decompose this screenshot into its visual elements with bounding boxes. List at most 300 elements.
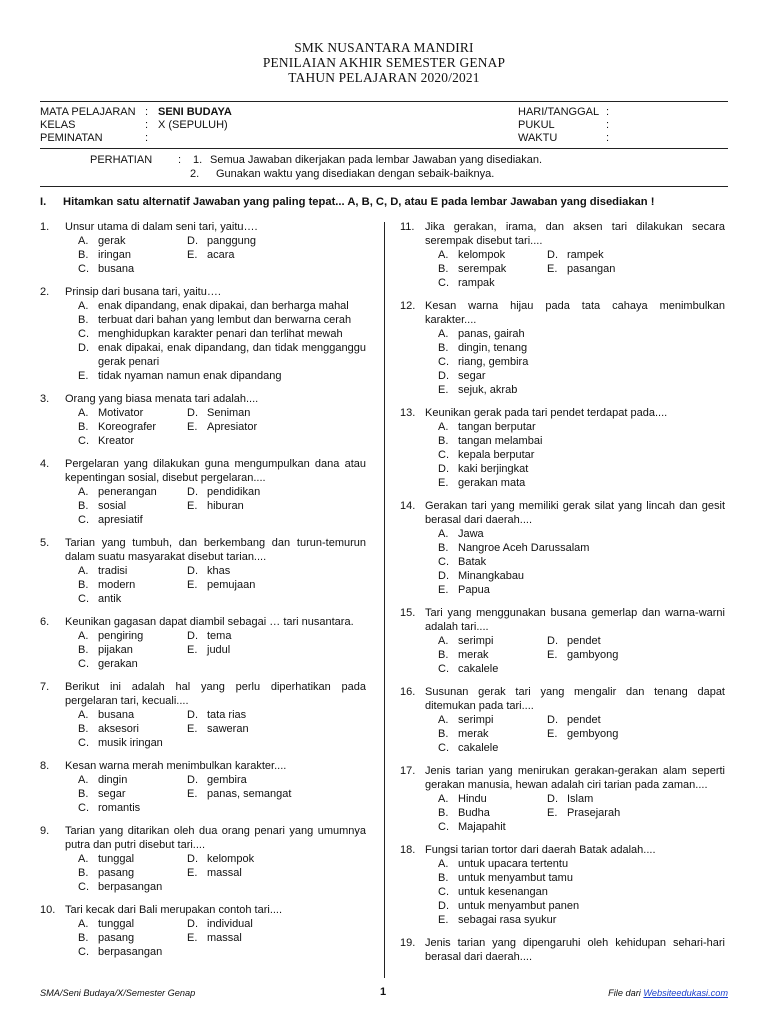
option-letter: B. [438, 542, 449, 554]
option-letter: C. [78, 737, 89, 749]
question-item [40, 457, 366, 527]
question-number: 12. [400, 300, 416, 312]
answer-option[interactable] [547, 792, 697, 806]
option-letter: C. [438, 663, 449, 675]
option-letter: E. [187, 644, 198, 656]
question-stem [40, 824, 366, 852]
option-letter: A. [78, 918, 89, 930]
question-stem [40, 392, 366, 406]
option-text: cakalele [458, 742, 499, 754]
option-text: pasangan [567, 263, 616, 275]
option-letter: A. [78, 709, 89, 721]
option-text: gerak [98, 235, 126, 247]
answer-option[interactable] [40, 248, 187, 262]
option-text: kelompok [458, 249, 506, 261]
option-letter: C. [438, 556, 449, 568]
question-text: Keunikan gerak pada tari pendet terdapat pada.... [425, 407, 668, 419]
option-text: Batak [458, 556, 487, 568]
answer-option[interactable] [400, 448, 725, 462]
answer-option[interactable] [40, 369, 366, 383]
answer-option[interactable] [400, 327, 725, 341]
option-letter: C. [438, 356, 449, 368]
question-number: 5. [40, 537, 50, 549]
answer-option[interactable] [547, 806, 697, 820]
school-name: SMK NUSANTARA MANDIRI [294, 40, 474, 55]
answer-option[interactable] [40, 773, 187, 787]
option-text: berpasangan [98, 946, 163, 958]
option-letter: A. [78, 774, 89, 786]
header-rule [40, 101, 728, 102]
question-stem [400, 606, 725, 634]
option-text: segar [98, 788, 126, 800]
answer-option[interactable] [40, 485, 187, 499]
answer-option[interactable] [40, 880, 187, 894]
option-letter: B. [438, 342, 449, 354]
option-letter: A. [78, 486, 89, 498]
option-text: massal [207, 932, 242, 944]
answer-option[interactable] [400, 792, 547, 806]
info-row-subject [40, 106, 728, 119]
answer-option[interactable] [547, 727, 697, 741]
answer-option[interactable] [400, 341, 725, 355]
option-text: saweran [207, 723, 249, 735]
question-stem [40, 903, 366, 917]
question-item [400, 499, 725, 597]
option-text: pendet [567, 635, 601, 647]
option-letter: B. [78, 249, 89, 261]
option-text: sebagai rasa syukur [458, 914, 557, 926]
option-letter: D. [438, 370, 449, 382]
answer-option[interactable] [400, 541, 725, 555]
question-text: Keunikan gagasan dapat diambil sebagai … tari nusantara. [65, 616, 354, 628]
note-text: Semua Jawaban dikerjakan pada lembar Jawaban yang disediakan. [210, 154, 543, 166]
option-letter: C. [78, 658, 89, 670]
question-item [40, 824, 366, 894]
answer-option[interactable] [400, 913, 725, 927]
answer-option[interactable] [187, 499, 337, 513]
option-letter: E. [187, 249, 198, 261]
exam-header [0, 40, 768, 85]
answer-option[interactable] [40, 406, 187, 420]
note-number: 2. [190, 168, 200, 180]
option-text: untuk kesenangan [458, 886, 548, 898]
option-letter: E. [547, 263, 558, 275]
info-label-date: HARI/TANGGAL [518, 106, 600, 118]
option-letter: C. [78, 802, 89, 814]
option-text: gerakan mata [458, 477, 526, 489]
answer-option[interactable] [40, 722, 187, 736]
answer-option[interactable] [547, 713, 697, 727]
answer-options [40, 406, 366, 448]
option-letter: E. [187, 867, 198, 879]
option-text: massal [207, 867, 242, 879]
option-text: musik iringan [98, 737, 163, 749]
answer-option[interactable] [400, 555, 725, 569]
answer-option[interactable] [40, 629, 187, 643]
option-text: kelompok [207, 853, 255, 865]
option-letter: B. [78, 867, 89, 879]
section-number: I. [40, 196, 47, 208]
option-letter: A. [78, 235, 89, 247]
question-text: Berikut ini adalah hal yang perlu diperhatikan pada pergelaran tari, kecuali.... [65, 681, 366, 707]
option-text: tradisi [98, 565, 128, 577]
info-rule [40, 148, 728, 149]
info-value-subject: SENI BUDAYA [158, 106, 232, 118]
answer-option[interactable] [40, 564, 187, 578]
option-letter: C. [438, 742, 449, 754]
option-text: modern [98, 579, 136, 591]
question-number: 14. [400, 500, 416, 512]
notes-rule [40, 186, 728, 187]
question-number: 17. [400, 765, 416, 777]
option-text: Apresiator [207, 421, 258, 433]
info-label: KELAS [40, 119, 76, 131]
note-text: Gunakan waktu yang disediakan dengan sebaik-baiknya. [216, 168, 495, 180]
section-instruction [40, 195, 740, 209]
answer-option[interactable] [187, 917, 337, 931]
option-text: pemujaan [207, 579, 256, 591]
answer-option[interactable] [187, 248, 337, 262]
option-letter: C. [438, 277, 449, 289]
answer-option[interactable] [187, 722, 337, 736]
option-text: gerakan [98, 658, 138, 670]
answer-option[interactable] [40, 736, 187, 750]
option-letter: C. [78, 435, 89, 447]
question-item [40, 903, 366, 959]
option-letter: D. [547, 635, 558, 647]
answer-option[interactable] [187, 485, 337, 499]
answer-options [400, 713, 725, 755]
option-text: pasang [98, 867, 135, 879]
answer-option[interactable] [187, 406, 337, 420]
option-text: pendidikan [207, 486, 261, 498]
answer-option[interactable] [40, 801, 187, 815]
info-label: MATA PELAJARAN [40, 106, 136, 118]
answer-option[interactable] [400, 648, 547, 662]
option-letter: E. [187, 421, 198, 433]
answer-option[interactable] [40, 327, 366, 341]
option-text: panas, gairah [458, 328, 525, 340]
question-number: 15. [400, 607, 416, 619]
answer-option[interactable] [400, 420, 725, 434]
option-text: merak [458, 649, 489, 661]
question-number: 8. [40, 760, 50, 772]
option-text: pasang [98, 932, 135, 944]
option-letter: C. [438, 886, 449, 898]
option-letter: A. [78, 630, 89, 642]
option-text: Prasejarah [567, 807, 621, 819]
question-text: Pergelaran yang dilakukan guna mengumpulkan dana atau kepentingan sosial, disebut pergelaran.... [65, 458, 366, 484]
option-text: menghidupkan karakter penari dan terlihat mewah [98, 328, 343, 340]
option-text: rampek [567, 249, 604, 261]
answer-option[interactable] [400, 634, 547, 648]
question-number: 11. [400, 221, 415, 233]
option-letter: E. [438, 914, 449, 926]
question-text: Tarian yang tumbuh, dan berkembang dan turun-temurun dalam suatu masyarakat disebut tarian.... [65, 537, 366, 563]
option-letter: E. [547, 728, 558, 740]
question-text: Unsur utama di dalam seni tari, yaitu…. [65, 221, 258, 233]
answer-options [40, 773, 366, 815]
option-text: iringan [98, 249, 132, 261]
answer-option[interactable] [400, 476, 725, 490]
answer-option[interactable] [40, 852, 187, 866]
note-colon: : [178, 154, 182, 166]
answer-option[interactable] [400, 248, 547, 262]
answer-option[interactable] [400, 899, 725, 913]
answer-option[interactable] [400, 727, 547, 741]
answer-options [400, 248, 725, 290]
option-text: untuk menyambut tamu [458, 872, 573, 884]
option-text: merak [458, 728, 489, 740]
answer-option[interactable] [187, 708, 337, 722]
option-letter: C. [78, 881, 89, 893]
question-number: 18. [400, 844, 416, 856]
question-number: 10. [40, 904, 56, 916]
answer-option[interactable] [400, 276, 547, 290]
option-letter: B. [78, 723, 89, 735]
option-text: kaki berjingkat [458, 463, 529, 475]
option-letter: A. [438, 858, 449, 870]
column-divider [384, 222, 385, 978]
question-stem [400, 299, 725, 327]
answer-option[interactable] [400, 820, 547, 834]
option-letter: D. [187, 630, 198, 642]
answer-options [400, 327, 725, 397]
answer-option[interactable] [40, 434, 187, 448]
footer-source [608, 988, 728, 998]
attention-label: PERHATIAN [90, 154, 153, 166]
answer-option[interactable] [40, 262, 187, 276]
source-link[interactable]: Websiteedukasi.com [643, 988, 728, 998]
answer-option[interactable] [40, 499, 187, 513]
answer-option[interactable] [187, 420, 337, 434]
option-letter: A. [78, 565, 89, 577]
option-letter: B. [78, 644, 89, 656]
answer-option[interactable] [400, 369, 725, 383]
answer-option[interactable] [187, 773, 337, 787]
question-item [400, 936, 725, 964]
option-letter: D. [187, 709, 198, 721]
option-letter: A. [438, 793, 449, 805]
answer-options [400, 634, 725, 676]
question-item [40, 285, 366, 383]
question-number: 13. [400, 407, 416, 419]
answer-option[interactable] [187, 234, 337, 248]
option-text: kepala berputar [458, 449, 535, 461]
option-letter: C. [78, 263, 89, 275]
note-row [90, 167, 730, 181]
question-item [400, 843, 725, 927]
answer-option[interactable] [40, 931, 187, 945]
answer-option[interactable] [400, 383, 725, 397]
question-text: Kesan warna merah menimbulkan karakter.... [65, 760, 287, 772]
answer-option[interactable] [400, 713, 547, 727]
answer-option[interactable] [400, 569, 725, 583]
answer-option[interactable] [40, 917, 187, 931]
answer-option[interactable] [547, 634, 697, 648]
answer-options [40, 485, 366, 527]
answer-option[interactable] [40, 420, 187, 434]
answer-option[interactable] [40, 643, 187, 657]
option-text: Islam [567, 793, 594, 805]
option-text: tangan berputar [458, 421, 536, 433]
instruction-text: Hitamkan satu alternatif Jawaban yang paling tepat... A, B, C, D, atau E pada lembar Jawaban yang disediakan ! [63, 196, 655, 208]
info-label-time: PUKUL [518, 119, 555, 131]
question-item [400, 606, 725, 676]
option-letter: E. [547, 649, 558, 661]
option-letter: E. [438, 477, 449, 489]
page-footer [40, 986, 728, 1002]
answer-option[interactable] [40, 787, 187, 801]
answer-option[interactable] [400, 527, 725, 541]
questions-right-column [400, 220, 725, 973]
question-item [40, 392, 366, 448]
option-letter: B. [78, 314, 89, 326]
info-row-specialization [40, 132, 728, 145]
info-label: PEMINATAN [40, 132, 103, 144]
answer-option[interactable] [187, 852, 337, 866]
answer-option[interactable] [187, 564, 337, 578]
answer-options [40, 299, 366, 383]
answer-option[interactable] [40, 592, 187, 606]
answer-option[interactable] [40, 578, 187, 592]
answer-option[interactable] [40, 945, 187, 959]
option-text: khas [207, 565, 231, 577]
option-text: gambyong [567, 649, 619, 661]
answer-option[interactable] [187, 866, 337, 880]
answer-option[interactable] [40, 708, 187, 722]
question-text: Susunan gerak tari yang mengalir dan tenang dapat ditemukan pada tari.... [425, 686, 725, 712]
option-text: Budha [458, 807, 490, 819]
option-letter: A. [438, 328, 449, 340]
answer-option[interactable] [547, 262, 697, 276]
answer-option[interactable] [40, 234, 187, 248]
info-colon: : [606, 119, 610, 131]
answer-option[interactable] [400, 885, 725, 899]
answer-option[interactable] [400, 857, 725, 871]
question-number: 4. [40, 458, 50, 470]
question-item [40, 220, 366, 276]
option-text: aksesori [98, 723, 139, 735]
answer-option[interactable] [400, 462, 725, 476]
question-item [40, 759, 366, 815]
option-text: penerangan [98, 486, 157, 498]
info-colon: : [606, 106, 610, 118]
option-text: busana [98, 709, 135, 721]
option-text: sosial [98, 500, 127, 512]
question-text: Tarian yang ditarikan oleh dua orang penari yang umumnya putra dan putri disebut tari.... [65, 825, 366, 851]
option-text: rampak [458, 277, 495, 289]
answer-option[interactable] [187, 629, 337, 643]
option-text: Seniman [207, 407, 251, 419]
question-text: Gerakan tari yang memiliki gerak silat yang lincah dan gesit berasal dari daerah.... [425, 500, 725, 526]
option-text: pendet [567, 714, 601, 726]
info-colon: : [145, 132, 149, 144]
option-letter: E. [547, 807, 558, 819]
answer-option[interactable] [40, 866, 187, 880]
answer-option[interactable] [400, 583, 725, 597]
option-letter: D. [187, 407, 198, 419]
answer-option[interactable] [187, 643, 337, 657]
option-letter: A. [78, 407, 89, 419]
question-text: Jenis tarian yang menirukan gerakan-gerakan alam seperti gerakan manusia, hewan adalah ciri tarian pada zaman.... [425, 765, 725, 791]
option-text: dingin [98, 774, 128, 786]
option-text: gembira [207, 774, 247, 786]
question-stem [400, 220, 725, 248]
answer-option[interactable] [187, 787, 337, 801]
option-letter: A. [438, 714, 449, 726]
option-text: individual [207, 918, 253, 930]
answer-option[interactable] [547, 648, 697, 662]
option-text: Minangkabau [458, 570, 525, 582]
option-text: serempak [458, 263, 507, 275]
question-stem [40, 536, 366, 564]
question-item [400, 764, 725, 834]
answer-option[interactable] [187, 578, 337, 592]
answer-options [400, 420, 725, 490]
option-text: romantis [98, 802, 141, 814]
question-stem [400, 685, 725, 713]
option-text: enak dipakai, enak dipandang, dan tidak mengganggu gerak penari [98, 342, 366, 368]
answer-option[interactable] [547, 248, 697, 262]
answer-option[interactable] [400, 262, 547, 276]
option-text: apresiatif [98, 514, 143, 526]
question-stem [400, 843, 725, 857]
option-text: tidak nyaman namun enak dipandang [98, 370, 282, 382]
question-number: 2. [40, 286, 50, 298]
answer-option[interactable] [400, 434, 725, 448]
question-text: Kesan warna hijau pada tata cahaya menimbulkan karakter.... [425, 300, 725, 326]
option-text: dingin, tenang [458, 342, 528, 354]
option-text: Jawa [458, 528, 484, 540]
question-item [400, 685, 725, 755]
answer-option[interactable] [40, 313, 366, 327]
answer-option[interactable] [400, 871, 725, 885]
option-text: riang, gembira [458, 356, 529, 368]
option-letter: D. [187, 486, 198, 498]
questions-left-column [40, 220, 366, 968]
option-text: tunggal [98, 853, 135, 865]
answer-option[interactable] [187, 931, 337, 945]
answer-option[interactable] [40, 513, 187, 527]
question-number: 19. [400, 937, 416, 949]
info-colon: : [145, 106, 149, 118]
option-text: pijakan [98, 644, 133, 656]
answer-option[interactable] [400, 355, 725, 369]
question-text: Orang yang biasa menata tari adalah.... [65, 393, 259, 405]
option-letter: B. [438, 435, 449, 447]
answer-option[interactable] [400, 662, 547, 676]
option-text: untuk upacara tertentu [458, 858, 569, 870]
note-row [90, 153, 730, 167]
answer-option[interactable] [400, 806, 547, 820]
answer-option[interactable] [400, 741, 547, 755]
option-letter: C. [78, 514, 89, 526]
answer-options [40, 708, 366, 750]
answer-option[interactable] [40, 341, 366, 369]
question-item [400, 406, 725, 490]
footer-source-prefix: File dari [608, 988, 644, 998]
answer-option[interactable] [40, 657, 187, 671]
question-text: Jenis tarian yang dipengaruhi oleh kehidupan sehari-hari berasal dari daerah.... [425, 937, 725, 963]
question-stem [400, 499, 725, 527]
option-letter: D. [187, 774, 198, 786]
option-text: antik [98, 593, 122, 605]
question-item [40, 680, 366, 750]
answer-option[interactable] [40, 299, 366, 313]
option-text: judul [207, 644, 231, 656]
option-letter: C. [438, 449, 449, 461]
